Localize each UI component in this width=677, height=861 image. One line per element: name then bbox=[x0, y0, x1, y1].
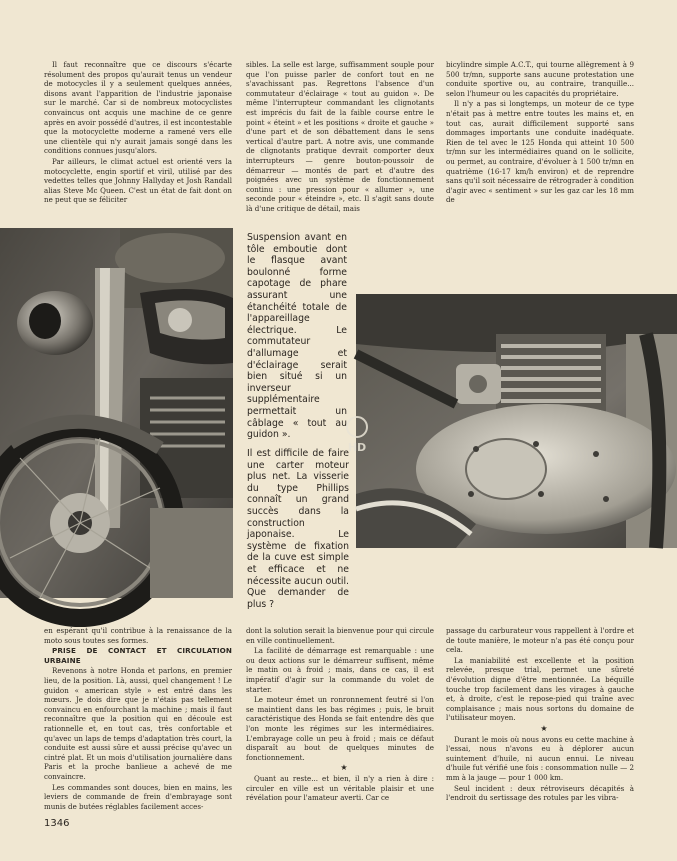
top-column-1 bbox=[44, 60, 232, 206]
front-suspension-photo bbox=[0, 228, 233, 598]
page-number: 1346 bbox=[44, 818, 70, 829]
paragraph: Seul incident : deux rétroviseurs décapités à l'endroit du sertissage des rotules par les vibra- bbox=[446, 783, 634, 803]
caption-engine bbox=[247, 448, 349, 610]
separator-star: ★ bbox=[540, 723, 548, 733]
paragraph: Il faut reconnaître que ce discours s'écarte résolument des propos qu'aurait tenus un vendeur de motocycles il y a seulement quelques années, disons avant l'apparition de l'industrie japonaise sur le marché. Car si de nombreux motocyclistes convaincus ont acquis une machine de ce genre après en avoir possédé d'autres, il est incontestable que la motocyclette moderne a ramené vers elle une clientèle qui n'y aurait jamais songé dans les conditions connues jusqu'alors. bbox=[44, 60, 232, 156]
watermark-text: HD bbox=[347, 441, 367, 454]
caption-text: Suspension avant en tôle emboutie dont le flasque avant boulonné forme capotage de phare assurant une étanchéité totale de l'appareillage électrique. Le commutateur d'allumage et d'éclairage serait bien situé si un inverseur supplémentaire permettait un câblage « tout au guidon ». bbox=[247, 232, 347, 441]
caption-front-suspension bbox=[247, 232, 347, 441]
top-column-2 bbox=[246, 60, 434, 215]
paragraph: Quant au reste... et bien, il n'y a rien à dire : circuler en ville est un véritable plaisir et une révélation pour l'amateur averti. Car ce bbox=[246, 773, 434, 803]
caption-text: Il est difficile de faire une carter moteur plus net. La visserie du type Phillips connaît un grand succès dans la construction japonaise. Le système de fixation de la cuve est simple et efficace et ne nécessite aucun outil. Que demander de plus ? bbox=[247, 448, 349, 610]
paragraph: Revenons à notre Honda et parlons, en premier lieu, de la position. Là, aussi, quel changement ! Le guidon « american style » est entré dans les mœurs. Je dois dire que je n'étais pas tellement convaincu en enfourchant la machine ; mais il faut reconnaître que la position qui en découle est rationnelle et, en tout cas, très confortable et qu'avec un laps de temps d'adaptation très court, la conduite est aussi sûre et aussi précise qu'avec un cintré plat. Et un mois d'utilisation journalière dans Paris et la proche banlieue a achevé de me convaincre. bbox=[44, 666, 232, 781]
paragraph: passage du carburateur vous rappellent à l'ordre et de toute manière, le moteur n'a pas été conçu pour cela. bbox=[446, 626, 634, 655]
paragraph: La maniabilité est excellente et la position relevée, presque trial, permet une sûreté d'évolution digne d'être mentionnée. La béquille touche trop facilement dans les virages à gauche et, à droite, c'est le repose-pied qui traîne avec complaisance ; mais nous sortons du domaine de l'utilisateur moyen. bbox=[446, 655, 634, 723]
paragraph: Il n'y a pas si longtemps, un moteur de ce type n'était pas à mettre entre toutes les mains et, en tout cas, aurait difficilement supporté sans dommages importants une conduite inadéquate. Rien de tel avec le 125 Honda qui atteint 10 500 tr/mn sur les intermédiaires quand on le sollicite, ou permet, au contraire, d'évoluer à 1 500 tr/mn en quatrième (16-17 km/h environ) et de reprendre sans qu'il soit nécessaire de rétrograder à condition d'agir avec « sentiment » sur les gaz car les 18 mm de bbox=[446, 99, 634, 205]
paragraph: en espérant qu'il contribue à la renaissance de la moto sous toutes ses formes. bbox=[44, 626, 232, 645]
bottom-column-2 bbox=[246, 626, 434, 804]
engine-photo-art bbox=[356, 294, 677, 548]
top-column-3 bbox=[446, 60, 634, 206]
engine-photo bbox=[347, 294, 677, 548]
paragraph: bicylindre simple A.C.T., qui tourne allègrement à 9 500 tr/mn, supporte sans aucune protestation une conduite sportive ou, au contraire, tranquille... selon l'humeur ou les capacités du propriétaire. bbox=[446, 60, 634, 98]
paragraph: sibles. La selle est large, suffisamment souple pour que l'on puisse parler de confort tout en ne s'avachissant pas. Regrettons l'absence d'un commutateur d'éclairage « tout au guidon ». De même l'interrupteur commandant les clignotants est imprécis du fait de la faible course entre le point « éteint » et les positions « droite et gauche » d'une part et de son débattement dans le sens vertical d'autre part. A notre avis, une commande de clignotants pratique devrait comporter deux interrupteurs — genre bouton-poussoir de démarreur — montés de part et d'autre des poignées avec un système de fonctionnement continu : une pression pour « allumer », une seconde pour « éteindre », etc. Il s'agit sans doute là d'une critique de détail, mais bbox=[246, 60, 434, 213]
paragraph: La facilité de démarrage est remarquable : une ou deux actions sur le démarreur suffisent, même le matin ou à froid ; mais, dans ce cas, il est impératif d'agir sur la commande du volet de starter. bbox=[246, 646, 434, 694]
paragraph: Les commandes sont douces, bien en mains, les leviers de commande de frein d'embrayage sont munis de butées réglables facilement acces- bbox=[44, 782, 232, 811]
paragraph: dont la solution serait la bienvenue pour qui circule en ville continuellement. bbox=[246, 626, 434, 645]
paragraph: Par ailleurs, le climat actuel est orienté vers la motocyclette, engin sportif et viril, utilisé par des vedettes telles que Johnny Hallyday et Josh Randall alias Steve Mc Queen. C'est un état de fait dont on ne peut que se féliciter bbox=[44, 156, 232, 205]
section-heading: PRISE DE CONTACT ET CIRCULATION URBAINE bbox=[44, 646, 232, 665]
bottom-column-1 bbox=[44, 626, 232, 812]
bottom-column-3 bbox=[446, 626, 634, 804]
front-suspension-photo-art bbox=[0, 228, 233, 598]
paragraph: Le moteur émet un ronronnement feutré si l'on se maintient dans les bas régimes ; puis, le bruit caractéristique des Honda se fait entendre dès que l'on monte les régimes sur les intermédiaires. L'embrayage colle un peu à froid ; mais ce défaut disparaît au bout de quelques minutes de fonctionnement. bbox=[246, 695, 434, 762]
paragraph: Durant le mois où nous avons eu cette machine à l'essai, nous n'avons eu à déplorer aucun suintement d'huile, ni aucun ennui. Le niveau d'huile fut vérifié une fois : consommation nulle — 2 mm à la jauge — pour 1 000 km. bbox=[446, 734, 634, 782]
separator-star: ★ bbox=[340, 763, 348, 773]
